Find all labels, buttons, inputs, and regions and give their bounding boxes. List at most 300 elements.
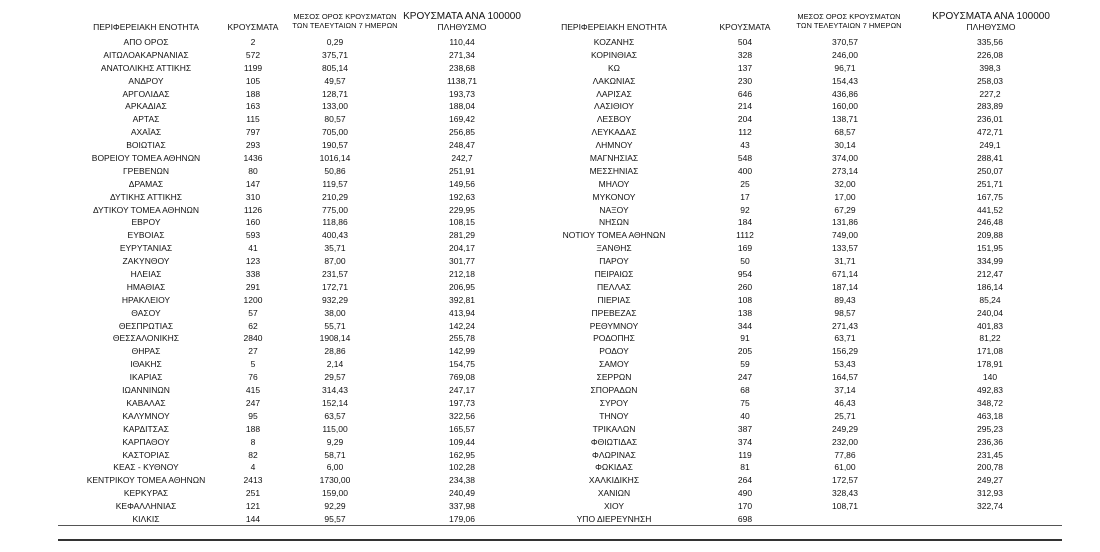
left-avg7-cell: 119,57 xyxy=(322,178,348,189)
right-per100k-cell: 209,88 xyxy=(977,230,1003,241)
left-per100k-cell: 108,15 xyxy=(449,217,475,228)
table-row xyxy=(58,139,1062,152)
table-bottom-rule xyxy=(58,525,1062,526)
left-per100k-cell: 154,75 xyxy=(449,359,475,370)
header-right-per-line1: ΚΡΟΥΣΜΑΤΑ ΑΝΑ 100000 xyxy=(932,11,1050,22)
left-region-cell: ΙΚΑΡΙΑΣ xyxy=(129,372,163,383)
right-cases-cell: 1112 xyxy=(736,230,754,241)
right-avg7-cell: 53,43 xyxy=(834,359,856,370)
left-cases-cell: 8 xyxy=(250,436,256,447)
table-row xyxy=(58,487,1062,500)
left-avg7-cell: 375,71 xyxy=(322,49,348,60)
right-avg7-cell: 187,14 xyxy=(832,281,858,292)
right-per100k-cell: 463,18 xyxy=(977,410,1003,421)
left-region-cell: ΒΟΙΩΤΙΑΣ xyxy=(126,140,166,151)
right-per100k-cell: 322,74 xyxy=(977,501,1003,512)
left-cases-cell: 80 xyxy=(248,165,258,176)
right-avg7-cell: 32,00 xyxy=(834,178,856,189)
table-row xyxy=(58,281,1062,294)
left-region-cell: ΔΡΑΜΑΣ xyxy=(128,178,164,189)
table-header xyxy=(58,8,1062,36)
right-cases-cell: 68 xyxy=(740,385,750,396)
left-cases-cell: 57 xyxy=(248,307,258,318)
right-region-cell: ΝΑΞΟΥ xyxy=(599,204,629,215)
right-region-cell: ΡΟΔΟΥ xyxy=(599,346,629,357)
right-region-cell: ΝΗΣΩΝ xyxy=(598,217,630,228)
left-per100k-cell: 204,17 xyxy=(449,243,475,254)
left-region-cell: ΗΡΑΚΛΕΙΟΥ xyxy=(121,294,171,305)
right-per100k-cell: 249,27 xyxy=(977,475,1003,486)
left-avg7-cell: 128,71 xyxy=(322,88,348,99)
right-cases-cell: 25 xyxy=(740,178,750,189)
left-region-cell: ΓΡΕΒΕΝΩΝ xyxy=(123,165,169,176)
left-region-cell: ΘΗΡΑΣ xyxy=(131,346,161,357)
left-cases-cell: 4 xyxy=(250,462,256,473)
right-per100k-cell: 288,41 xyxy=(977,153,1003,164)
header-right-avg-line1: ΜΕΣΟΣ ΟΡΟΣ ΚΡΟΥΣΜΑΤΩΝ xyxy=(797,12,901,21)
right-cases-cell: 50 xyxy=(740,256,750,267)
right-per100k-cell: 312,93 xyxy=(977,488,1003,499)
left-cases-cell: 1199 xyxy=(243,62,263,73)
left-cases-cell: 572 xyxy=(245,49,261,60)
left-per100k-cell: 255,78 xyxy=(449,333,475,344)
right-avg7-cell: 160,00 xyxy=(832,101,858,112)
left-region-cell: ΑΧΑΪΑΣ xyxy=(130,127,162,138)
right-per100k-cell: 178,91 xyxy=(977,359,1003,370)
right-per100k-cell: 240,04 xyxy=(977,307,1003,318)
right-region-cell: ΛΑΚΩΝΙΑΣ xyxy=(592,75,636,86)
left-avg7-cell: 314,43 xyxy=(322,385,348,396)
right-per100k-cell: 472,71 xyxy=(977,127,1003,138)
left-per100k-cell: 229,95 xyxy=(449,204,475,215)
left-avg7-cell: 2,14 xyxy=(326,359,344,370)
left-per100k-cell: 337,98 xyxy=(449,501,475,512)
left-region-cell: ΑΡΤΑΣ xyxy=(132,114,160,125)
left-cases-cell: 188 xyxy=(245,88,261,99)
right-region-cell: ΧΑΛΚΙΔΙΚΗΣ xyxy=(588,475,640,486)
right-per100k-cell: 186,14 xyxy=(977,281,1003,292)
left-region-cell: ΚΑΛΥΜΝΟΥ xyxy=(122,410,170,421)
right-region-cell: ΜΥΚΟΝΟΥ xyxy=(592,191,636,202)
left-per100k-cell: 413,94 xyxy=(449,307,475,318)
right-avg7-cell: 131,86 xyxy=(832,217,858,228)
right-per100k-cell: 171,08 xyxy=(977,346,1003,357)
right-cases-cell: 169 xyxy=(737,243,753,254)
left-per100k-cell: 240,49 xyxy=(449,488,475,499)
right-region-cell: ΠΡΕΒΕΖΑΣ xyxy=(591,307,637,318)
right-per100k-cell: 334,99 xyxy=(977,256,1003,267)
left-region-cell: ΒΟΡΕΙΟΥ ΤΟΜΕΑ ΑΘΗΝΩΝ xyxy=(91,153,201,164)
right-avg7-cell: 25,71 xyxy=(834,410,856,421)
right-avg7-cell: 67,29 xyxy=(834,204,856,215)
left-region-cell: ΚΕΡΚΥΡΑΣ xyxy=(123,488,169,499)
right-per100k-cell: 283,89 xyxy=(977,101,1003,112)
right-per100k-cell: 231,45 xyxy=(977,449,1003,460)
right-avg7-cell: 63,71 xyxy=(834,333,856,344)
right-per100k-cell: 401,83 xyxy=(977,320,1003,331)
right-cases-cell: 230 xyxy=(737,75,753,86)
left-cases-cell: 82 xyxy=(248,449,258,460)
right-cases-cell: 548 xyxy=(737,153,753,164)
right-avg7-cell: 154,43 xyxy=(832,75,858,86)
left-region-cell: ΘΑΣΟΥ xyxy=(131,307,161,318)
table-row xyxy=(58,423,1062,436)
table-row xyxy=(58,204,1062,217)
table-row xyxy=(58,320,1062,333)
left-cases-cell: 147 xyxy=(245,178,261,189)
left-cases-cell: 293 xyxy=(245,140,261,151)
table-row xyxy=(58,49,1062,62)
right-region-cell: ΚΩ xyxy=(607,62,621,73)
table-row xyxy=(58,36,1062,49)
left-region-cell: ΚΑΡΠΑΘΟΥ xyxy=(122,436,170,447)
right-region-cell: ΛΕΥΚΑΔΑΣ xyxy=(591,127,637,138)
left-avg7-cell: 1908,14 xyxy=(319,333,351,344)
header-right-cases: ΚΡΟΥΣΜΑΤΑ xyxy=(719,22,771,32)
right-avg7-cell: 232,00 xyxy=(832,436,858,447)
left-per100k-cell: 169,42 xyxy=(449,114,475,125)
right-per100k-cell: 249,1 xyxy=(979,140,1001,151)
table-row xyxy=(58,100,1062,113)
left-avg7-cell: 9,29 xyxy=(326,436,344,447)
right-cases-cell: 137 xyxy=(737,62,753,73)
left-region-cell: ΚΑΣΤΟΡΙΑΣ xyxy=(122,449,170,460)
header-left-avg-line1: ΜΕΣΟΣ ΟΡΟΣ ΚΡΟΥΣΜΑΤΩΝ xyxy=(293,12,397,21)
table-row xyxy=(58,229,1062,242)
left-avg7-cell: 55,71 xyxy=(324,320,346,331)
right-cases-cell: 17 xyxy=(740,191,750,202)
table-row xyxy=(58,384,1062,397)
right-per100k-cell: 348,72 xyxy=(977,397,1003,408)
table-row xyxy=(58,165,1062,178)
right-avg7-cell: 436,86 xyxy=(832,88,858,99)
right-region-cell: ΧΙΟΥ xyxy=(603,501,625,512)
left-per100k-cell: 193,73 xyxy=(449,88,475,99)
right-per100k-cell: 492,83 xyxy=(977,385,1003,396)
left-per100k-cell: 206,95 xyxy=(449,281,475,292)
right-avg7-cell: 89,43 xyxy=(834,294,856,305)
header-left-per-line1: ΚΡΟΥΣΜΑΤΑ ΑΝΑ 100000 xyxy=(403,11,521,22)
left-region-cell: ΑΡΓΟΛΙΔΑΣ xyxy=(122,88,170,99)
right-cases-cell: 40 xyxy=(740,410,750,421)
right-cases-cell: 138 xyxy=(737,307,753,318)
table-row xyxy=(58,242,1062,255)
left-avg7-cell: 28,86 xyxy=(324,346,346,357)
right-region-cell: ΦΛΩΡΙΝΑΣ xyxy=(592,449,636,460)
right-per100k-cell: 236,36 xyxy=(977,436,1003,447)
table-row xyxy=(58,500,1062,513)
right-per100k-cell: 212,47 xyxy=(977,269,1003,280)
right-region-cell: ΡΕΘΥΜΝΟΥ xyxy=(589,320,639,331)
right-region-cell: ΠΕΛΛΑΣ xyxy=(596,281,632,292)
table-body xyxy=(58,36,1062,526)
right-avg7-cell: 77,86 xyxy=(834,449,856,460)
right-per100k-cell: 140 xyxy=(982,372,998,383)
right-region-cell: ΤΡΙΚΑΛΩΝ xyxy=(592,423,636,434)
right-region-cell: ΠΑΡΟΥ xyxy=(599,256,629,267)
left-avg7-cell: 775,00 xyxy=(322,204,348,215)
left-cases-cell: 123 xyxy=(245,256,261,267)
right-per100k-cell: 251,71 xyxy=(977,178,1003,189)
right-region-cell: ΣΕΡΡΩΝ xyxy=(596,372,632,383)
right-avg7-cell: 246,00 xyxy=(832,49,858,60)
left-per100k-cell: 322,56 xyxy=(449,410,475,421)
left-per100k-cell: 242,7 xyxy=(451,153,473,164)
right-cases-cell: 184 xyxy=(737,217,753,228)
left-cases-cell: 62 xyxy=(248,320,258,331)
right-region-cell: ΣΥΡΟΥ xyxy=(599,397,629,408)
table-row xyxy=(58,436,1062,449)
table-row xyxy=(58,474,1062,487)
left-region-cell: ΘΕΣΠΡΩΤΙΑΣ xyxy=(118,320,174,331)
left-per100k-cell: 149,56 xyxy=(449,178,475,189)
left-per100k-cell: 212,18 xyxy=(449,269,475,280)
table-row xyxy=(58,62,1062,75)
left-cases-cell: 105 xyxy=(245,75,261,86)
table-row xyxy=(58,255,1062,268)
left-region-cell: ΚΑΒΑΛΑΣ xyxy=(126,397,166,408)
right-cases-cell: 112 xyxy=(738,127,752,138)
left-per100k-cell: 142,99 xyxy=(449,346,475,357)
left-avg7-cell: 172,71 xyxy=(322,281,348,292)
right-avg7-cell: 133,57 xyxy=(832,243,858,254)
left-per100k-cell: 271,34 xyxy=(449,49,475,60)
left-region-cell: ΑΠΟ ΟΡΟΣ xyxy=(123,37,169,47)
right-region-cell: ΤΗΝΟΥ xyxy=(599,410,629,421)
right-per100k-cell: 258,03 xyxy=(977,75,1003,86)
table-row xyxy=(58,126,1062,139)
table-row xyxy=(58,268,1062,281)
right-avg7-cell: 164,57 xyxy=(832,372,858,383)
left-cases-cell: 310 xyxy=(245,191,261,202)
left-avg7-cell: 35,71 xyxy=(324,243,346,254)
header-left-avg-line2: ΤΩΝ ΤΕΛΕΥΤΑΙΩΝ 7 ΗΜΕΡΩΝ xyxy=(292,21,398,30)
right-cases-cell: 646 xyxy=(737,88,753,99)
table-row xyxy=(58,371,1062,384)
left-cases-cell: 2 xyxy=(250,37,256,47)
right-avg7-cell: 273,14 xyxy=(832,165,858,176)
page-bottom-rule xyxy=(58,539,1062,541)
right-cases-cell: 698 xyxy=(737,513,753,524)
cases-table xyxy=(58,8,1062,526)
table-row xyxy=(58,397,1062,410)
table-row xyxy=(58,307,1062,320)
left-cases-cell: 2840 xyxy=(243,333,263,344)
left-cases-cell: 291 xyxy=(245,281,261,292)
header-left-cases: ΚΡΟΥΣΜΑΤΑ xyxy=(227,22,279,32)
table-row xyxy=(58,332,1062,345)
left-avg7-cell: 80,57 xyxy=(324,114,346,125)
right-avg7-cell: 96,71 xyxy=(834,62,856,73)
left-avg7-cell: 95,57 xyxy=(324,513,346,524)
left-region-cell: ΗΜΑΘΙΑΣ xyxy=(126,281,166,292)
left-cases-cell: 95 xyxy=(248,410,258,421)
table-row xyxy=(58,513,1062,526)
right-region-cell: ΚΟΖΑΝΗΣ xyxy=(593,37,635,47)
left-region-cell: ΙΩΑΝΝΙΝΩΝ xyxy=(122,385,170,396)
left-cases-cell: 76 xyxy=(248,372,258,383)
header-right-avg-line2: ΤΩΝ ΤΕΛΕΥΤΑΙΩΝ 7 ΗΜΕΡΩΝ xyxy=(796,21,902,30)
left-region-cell: ΙΘΑΚΗΣ xyxy=(130,359,162,370)
right-region-cell: ΦΘΙΩΤΙΔΑΣ xyxy=(590,436,638,447)
left-avg7-cell: 49,57 xyxy=(324,75,346,86)
table-row xyxy=(58,216,1062,229)
right-cases-cell: 59 xyxy=(740,359,750,370)
left-avg7-cell: 400,43 xyxy=(322,230,348,241)
table-row xyxy=(58,191,1062,204)
left-region-cell: ΚΙΛΚΙΣ xyxy=(132,513,160,524)
right-per100k-cell: 246,48 xyxy=(977,217,1003,228)
right-per100k-cell: 81,22 xyxy=(979,333,1001,344)
right-cases-cell: 119 xyxy=(738,449,752,460)
left-avg7-cell: 152,14 xyxy=(322,397,348,408)
right-avg7-cell: 68,57 xyxy=(834,127,856,138)
left-cases-cell: 27 xyxy=(248,346,258,357)
left-per100k-cell: 247,17 xyxy=(449,385,475,396)
left-avg7-cell: 38,00 xyxy=(324,307,346,318)
left-region-cell: ΘΕΣΣΑΛΟΝΙΚΗΣ xyxy=(112,333,180,344)
left-per100k-cell: 102,28 xyxy=(449,462,475,473)
right-per100k-cell: 227,2 xyxy=(979,88,1001,99)
left-avg7-cell: 6,00 xyxy=(326,462,344,473)
left-per100k-cell: 188,04 xyxy=(449,101,475,112)
right-cases-cell: 91 xyxy=(740,333,750,344)
left-region-cell: ΚΑΡΔΙΤΣΑΣ xyxy=(123,423,169,434)
right-cases-cell: 260 xyxy=(737,281,753,292)
table-row xyxy=(58,449,1062,462)
left-avg7-cell: 29,57 xyxy=(324,372,346,383)
right-per100k-cell: 441,52 xyxy=(977,204,1003,215)
left-region-cell: ΕΒΡΟΥ xyxy=(131,217,161,228)
right-cases-cell: 204 xyxy=(737,114,753,125)
right-avg7-cell: 370,57 xyxy=(832,37,858,47)
right-per100k-cell: 151,95 xyxy=(977,243,1003,254)
left-region-cell: ΖΑΚΥΝΘΟΥ xyxy=(122,256,170,267)
left-per100k-cell: 234,38 xyxy=(449,475,475,486)
right-cases-cell: 108 xyxy=(737,294,753,305)
right-avg7-cell: 30,14 xyxy=(834,140,856,151)
left-avg7-cell: 705,00 xyxy=(322,127,348,138)
left-cases-cell: 247 xyxy=(245,397,261,408)
right-avg7-cell: 671,14 xyxy=(832,269,858,280)
right-cases-cell: 43 xyxy=(740,140,750,151)
left-avg7-cell: 133,00 xyxy=(322,101,348,112)
left-avg7-cell: 118,86 xyxy=(322,217,348,228)
right-per100k-cell: 335,56 xyxy=(977,37,1003,47)
left-cases-cell: 1436 xyxy=(243,153,263,164)
left-per100k-cell: 197,73 xyxy=(449,397,475,408)
right-region-cell: ΜΑΓΝΗΣΙΑΣ xyxy=(589,153,639,164)
left-per100k-cell: 301,77 xyxy=(449,256,475,267)
right-avg7-cell: 374,00 xyxy=(832,153,858,164)
left-avg7-cell: 932,29 xyxy=(322,294,348,305)
header-right-per-line2: ΠΛΗΘΥΣΜΟ xyxy=(966,22,1016,32)
right-region-cell: ΜΕΣΣΗΝΙΑΣ xyxy=(589,165,639,176)
right-per100k-cell: 398,3 xyxy=(979,62,1001,73)
left-avg7-cell: 87,00 xyxy=(324,256,346,267)
right-per100k-cell: 226,08 xyxy=(977,49,1003,60)
left-avg7-cell: 92,29 xyxy=(324,501,346,512)
left-cases-cell: 593 xyxy=(245,230,261,241)
left-cases-cell: 5 xyxy=(250,359,256,370)
left-avg7-cell: 210,29 xyxy=(322,191,348,202)
left-avg7-cell: 1016,14 xyxy=(319,153,351,164)
left-per100k-cell: 251,91 xyxy=(449,165,475,176)
right-avg7-cell: 172,57 xyxy=(832,475,858,486)
left-per100k-cell: 769,08 xyxy=(449,372,475,383)
right-avg7-cell: 37,14 xyxy=(834,385,856,396)
header-left-avg xyxy=(280,12,410,30)
left-avg7-cell: 159,00 xyxy=(322,488,348,499)
right-avg7-cell: 249,29 xyxy=(832,423,858,434)
table-row xyxy=(58,152,1062,165)
left-cases-cell: 41 xyxy=(248,243,258,254)
right-region-cell: ΧΑΝΙΩΝ xyxy=(597,488,631,499)
right-region-cell: ΚΟΡΙΝΘΙΑΣ xyxy=(590,49,638,60)
left-avg7-cell: 115,00 xyxy=(322,423,348,434)
right-region-cell: ΛΕΣΒΟΥ xyxy=(596,114,632,125)
left-per100k-cell: 1138,71 xyxy=(446,75,478,86)
right-cases-cell: 81 xyxy=(740,462,750,473)
right-region-cell: ΥΠΟ ΔΙΕΡΕΥΝΗΣΗ xyxy=(576,513,652,524)
left-per100k-cell: 392,81 xyxy=(449,294,475,305)
left-cases-cell: 1126 xyxy=(243,204,263,215)
header-left-per-line2: ΠΛΗΘΥΣΜΟ xyxy=(437,22,487,32)
right-region-cell: ΠΕΙΡΑΙΩΣ xyxy=(594,269,634,280)
left-cases-cell: 163 xyxy=(245,101,261,112)
left-per100k-cell: 142,24 xyxy=(449,320,475,331)
header-left-per100k xyxy=(394,11,530,33)
right-region-cell: ΛΑΣΙΘΙΟΥ xyxy=(594,101,634,112)
left-region-cell: ΚΕΦΑΛΛΗΝΙΑΣ xyxy=(115,501,177,512)
left-avg7-cell: 190,57 xyxy=(322,140,348,151)
left-cases-cell: 251 xyxy=(245,488,261,499)
left-per100k-cell: 248,47 xyxy=(449,140,475,151)
left-per100k-cell: 109,44 xyxy=(449,436,475,447)
header-right-per100k xyxy=(920,11,1062,33)
table-row xyxy=(58,410,1062,423)
left-avg7-cell: 231,57 xyxy=(322,269,348,280)
left-region-cell: ΑΡΚΑΔΙΑΣ xyxy=(125,101,167,112)
right-region-cell: ΣΑΜΟΥ xyxy=(598,359,629,370)
table-row xyxy=(58,461,1062,474)
table-row xyxy=(58,358,1062,371)
right-region-cell: ΝΟΤΙΟΥ ΤΟΜΕΑ ΑΘΗΝΩΝ xyxy=(562,230,666,241)
right-cases-cell: 344 xyxy=(737,320,753,331)
left-cases-cell: 2413 xyxy=(243,475,263,486)
table-row xyxy=(58,75,1062,88)
left-region-cell: ΕΥΡΥΤΑΝΙΑΣ xyxy=(119,243,173,254)
right-avg7-cell: 108,71 xyxy=(832,501,858,512)
left-avg7-cell: 58,71 xyxy=(324,449,346,460)
right-region-cell: ΡΟΔΟΠΗΣ xyxy=(593,333,635,344)
left-cases-cell: 121 xyxy=(245,501,261,512)
header-right-region: ΠΕΡΙΦΕΡΕΙΑΚΗ ΕΝΟΤΗΤΑ xyxy=(561,22,667,32)
right-avg7-cell: 46,43 xyxy=(834,397,856,408)
left-region-cell: ΕΥΒΟΙΑΣ xyxy=(127,230,165,241)
right-avg7-cell: 138,71 xyxy=(832,114,858,125)
left-avg7-cell: 0,29 xyxy=(326,37,344,47)
left-region-cell: ΔΥΤΙΚΗΣ ΑΤΤΙΚΗΣ xyxy=(109,191,183,202)
left-cases-cell: 115 xyxy=(246,114,260,125)
table-row xyxy=(58,294,1062,307)
left-region-cell: ΚΕΑΣ - ΚΥΘΝΟΥ xyxy=(113,462,179,473)
right-cases-cell: 504 xyxy=(737,37,753,47)
right-avg7-cell: 31,71 xyxy=(834,256,856,267)
right-cases-cell: 247 xyxy=(737,372,753,383)
right-cases-cell: 214 xyxy=(737,101,753,112)
right-cases-cell: 75 xyxy=(740,397,750,408)
